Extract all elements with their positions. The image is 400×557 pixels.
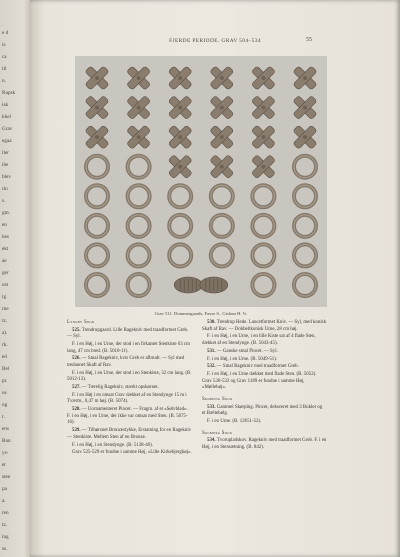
ring-artifact — [169, 244, 191, 266]
cross-mount-artifact — [210, 155, 234, 179]
figure-plate — [75, 56, 327, 307]
facing-page-fragment: tz. — [2, 318, 8, 324]
catalogue-entry — [67, 450, 192, 457]
entry-number: 534. — [207, 438, 217, 444]
facing-page-fragment: Bel — [2, 366, 10, 372]
ring-artifact — [86, 185, 108, 207]
facing-page-fragment: ss. — [2, 546, 8, 552]
entry-text: Tvorupladskov. Ragekniv med traadformet Greb. F. i en Høj, i en Stensætning. (B. 842). — [202, 438, 327, 450]
ring-artifact — [252, 185, 274, 207]
figure-caption: Grav 511. Dommergaards, Faxse S., Gislum H. ⅔. — [154, 311, 248, 316]
facing-page-fragment: ens — [2, 426, 9, 432]
ring-artifact — [86, 156, 108, 178]
cross-mount-artifact — [85, 96, 109, 120]
entry-text: F. i en Høj, i en Urne dækket med flade Sten. (B. 5052). Grav 530-532 og Grav 1189 er fundne i samme Høj, »Møllehøj«. — [202, 372, 317, 391]
ring-artifact — [294, 215, 316, 237]
bead-artifact — [174, 277, 202, 293]
facing-page-fragment: ed — [2, 354, 7, 360]
facing-page-edge — [0, 0, 34, 557]
entry-text: Trendrup Hede. Lancetformet Kniv. — Syl, med konisk Skaft af Rav. — Dobbeltkonisk Urne, 28 cm høj. — [202, 320, 327, 332]
entry-number: 527. — [72, 385, 82, 391]
facing-page-fragment: ing — [2, 534, 9, 540]
catalogue-entry — [202, 349, 327, 356]
facing-page-fragment: tz. — [2, 522, 8, 528]
ring-artifact — [128, 185, 150, 207]
entry-text: F. i en Høj i en omsat Grav dækket af en Stendynge 15 m i Tværm., 0,47 m høj. (B. 5074). — [67, 392, 187, 405]
catalogue-entry — [67, 443, 192, 450]
facing-page-fragment: e d — [2, 30, 9, 36]
catalogue-entry — [67, 371, 192, 384]
ring-artifact — [86, 215, 108, 237]
cross-mount-artifact — [127, 66, 151, 90]
ring-artifact — [211, 185, 233, 207]
ring-artifact — [86, 274, 108, 296]
catalogue-entry — [202, 364, 327, 371]
ring-artifact — [169, 185, 191, 207]
cross-mount-artifact — [210, 66, 234, 90]
cross-mount-artifact — [168, 155, 192, 179]
ring-artifact — [128, 244, 150, 266]
catalogue-entry — [67, 428, 192, 441]
facing-page-fragment: us — [2, 390, 7, 396]
section-heading: Lyngby Sogn — [67, 320, 95, 325]
entry-text: F. i en Høj, i en Stendynge. (B. 5138-40). — [72, 442, 153, 448]
cross-mount-artifact — [251, 125, 275, 149]
bead-artifact — [200, 277, 228, 293]
entry-number: 528. — [72, 407, 82, 413]
ring-artifact — [252, 244, 274, 266]
facing-page-fragment: ae — [2, 258, 7, 264]
cross-mount-artifact — [168, 66, 192, 90]
catalogue-entry — [202, 419, 327, 426]
facing-page-fragment: rk. — [2, 342, 8, 348]
ring-artifact — [294, 244, 316, 266]
facing-page-fragment: rin — [2, 186, 8, 192]
ring-artifact — [211, 215, 233, 237]
facing-page-fragment: kkel — [2, 114, 11, 120]
artifact-photo — [75, 56, 327, 307]
catalogue-entry — [67, 342, 192, 355]
catalogue-entry — [202, 372, 327, 392]
cross-mount-artifact — [168, 125, 192, 149]
entry-text: Gammel Skørping. Pincet, dekoreret med 3 Bukler og et Bæltebølg. — [202, 404, 323, 417]
cross-mount-artifact — [251, 96, 275, 120]
facing-page-fragment: Grav — [2, 126, 13, 132]
catalogue-entry — [67, 385, 192, 392]
ring-artifact — [128, 156, 150, 178]
entry-text: — Uornamenteret Pincet. — Fragm. af et »Sølvblad«. F. i en Høj, i en Urne, der ikke var omsat med Sten. (B. 5075-16). — [67, 407, 188, 426]
entry-number: 525. — [72, 327, 82, 333]
cross-mount-artifact — [127, 96, 151, 120]
ring-artifact — [252, 215, 274, 237]
ring-artifact — [128, 274, 150, 296]
ring-artifact — [294, 185, 316, 207]
cross-mount-artifact — [293, 96, 317, 120]
catalogue-entry — [202, 357, 327, 364]
facing-page-fragment: ren — [2, 510, 9, 516]
facing-page-fragment: pa — [2, 486, 7, 492]
section-heading: Skørping Sogn — [202, 397, 233, 403]
section-heading: Solbjerg Sogn — [202, 430, 233, 436]
cross-mount-artifact — [168, 96, 192, 120]
facing-page-fragment: s. — [2, 198, 6, 204]
facing-page-fragment: ost — [2, 282, 9, 288]
entry-number: 532. — [207, 364, 217, 370]
entry-number: 531. — [207, 348, 217, 354]
catalogue-entry — [202, 320, 327, 333]
entry-text: F. i en Høj, i en Urne. (B. 5049-51). — [207, 356, 278, 362]
facing-page-fragment: rne — [2, 306, 9, 312]
entry-number: 529. — [72, 428, 82, 434]
facing-page-fragment: pr. — [2, 378, 8, 384]
facing-page-fragment: sten — [2, 474, 11, 480]
ring-artifact — [128, 215, 150, 237]
ring-artifact — [169, 215, 191, 237]
catalogue-entry — [67, 356, 192, 369]
catalogue-entry — [67, 393, 192, 406]
entry-text: — Smal Ragekniv med traadformet Greb. — [216, 364, 299, 370]
entry-number: 533. — [207, 404, 217, 410]
facing-page-fragment: ger — [2, 270, 9, 276]
cross-mount-artifact — [251, 155, 275, 179]
cross-mount-artifact — [210, 125, 234, 149]
facing-page-fragment: gm. — [2, 210, 10, 216]
ring-artifact — [294, 156, 316, 178]
cross-mount-artifact — [85, 125, 109, 149]
entry-text: F. i en Høj, i en Urne, der stod i en firkantet Stenkiste 63 cm lang, 47 cm bred. (B. 5010-11). — [67, 341, 190, 354]
entry-text: — Ganske smal Pincet. — Syl. — [216, 348, 278, 354]
facing-page-fragment: t. — [2, 414, 5, 420]
facing-page-fragment: n. — [2, 78, 6, 84]
text-column-left — [67, 320, 192, 458]
facing-page-fragment: hes — [2, 234, 9, 240]
cross-mount-artifact — [251, 66, 275, 90]
ring-artifact — [86, 244, 108, 266]
facing-page-fragment: egaa — [2, 138, 12, 144]
facing-page-fragment: et — [2, 462, 6, 468]
facing-page-fragment: is — [2, 42, 6, 48]
entry-text: Trendrupgaard. Lille Ragekniv med traadformet Greb. — Syl. — [67, 327, 189, 340]
facing-page-fragment: Bun — [2, 438, 11, 444]
facing-page-fragment: isk — [2, 102, 9, 108]
catalogue-entry — [202, 334, 327, 347]
cross-mount-artifact — [293, 125, 317, 149]
facing-page-fragment: ller — [2, 150, 9, 156]
cross-mount-artifact — [293, 66, 317, 90]
ring-artifact — [294, 274, 316, 296]
ring-artifact — [252, 274, 274, 296]
entry-text: F. i en Urne. (B. 12651-52). — [207, 419, 262, 425]
facing-page-fragment: Rupsk — [2, 90, 16, 96]
facing-page-fragment: ca — [2, 54, 7, 60]
entry-number: 530. — [207, 320, 217, 325]
facing-page-fragment: ys- — [2, 450, 9, 456]
ring-artifact — [211, 244, 233, 266]
facing-page-fragment: ig — [2, 294, 7, 300]
facing-page-fragment: ng — [2, 402, 8, 408]
facing-page-fragment: blev — [2, 174, 11, 180]
entry-text: — Tilhørsnet Bronzestykke, Erstatning for en Ragekniv — Stenkiste. Mellem Sten af en Bronze. — [67, 428, 192, 440]
facing-page-fragment: a. — [2, 498, 6, 504]
entry-text: — Tærelig Ragekniv, stærkt opskørnet. — [81, 385, 159, 391]
facing-page-fragment: en — [2, 222, 7, 228]
catalogue-entry — [67, 407, 192, 427]
cross-mount-artifact — [127, 125, 151, 149]
catalogue-entry — [202, 438, 327, 451]
catalogue-entry — [202, 405, 327, 418]
entry-text: Grav 525-529 er fundne i samme Høj, »Lille Kirkebjerghøj«. — [72, 450, 192, 456]
catalogue-entry — [67, 328, 192, 341]
entry-number: 526. — [72, 356, 82, 362]
facing-page-fragment: a). — [2, 330, 8, 336]
page-number: 55 — [306, 37, 312, 43]
entry-text: F. i en Høj, i en Urne, der stod i en Stenkiste, 32 cm lang. (B. 5012-13). — [67, 370, 192, 383]
text-column-right — [202, 320, 327, 453]
cross-mount-artifact — [210, 96, 234, 120]
facing-page-fragment: ekt — [2, 246, 9, 252]
cross-mount-artifact — [85, 66, 109, 90]
running-head: FJERDE PERIODE. GRAV 504–534 — [169, 38, 261, 44]
facing-page-fragment: ibe — [2, 162, 9, 168]
facing-page-fragment: til — [2, 66, 7, 72]
entry-text: — Smal Ragekniv, hvis Greb er afbrudt. — Syl med tredannet Skaft af Rav. — [67, 356, 185, 368]
book-page — [30, 0, 400, 557]
entry-text: F. i en Høj, i en Urne, i en lille Kiste sat af 4 flade Sten, dækket af en Stendynge. (B. 5043-45). — [202, 334, 316, 346]
